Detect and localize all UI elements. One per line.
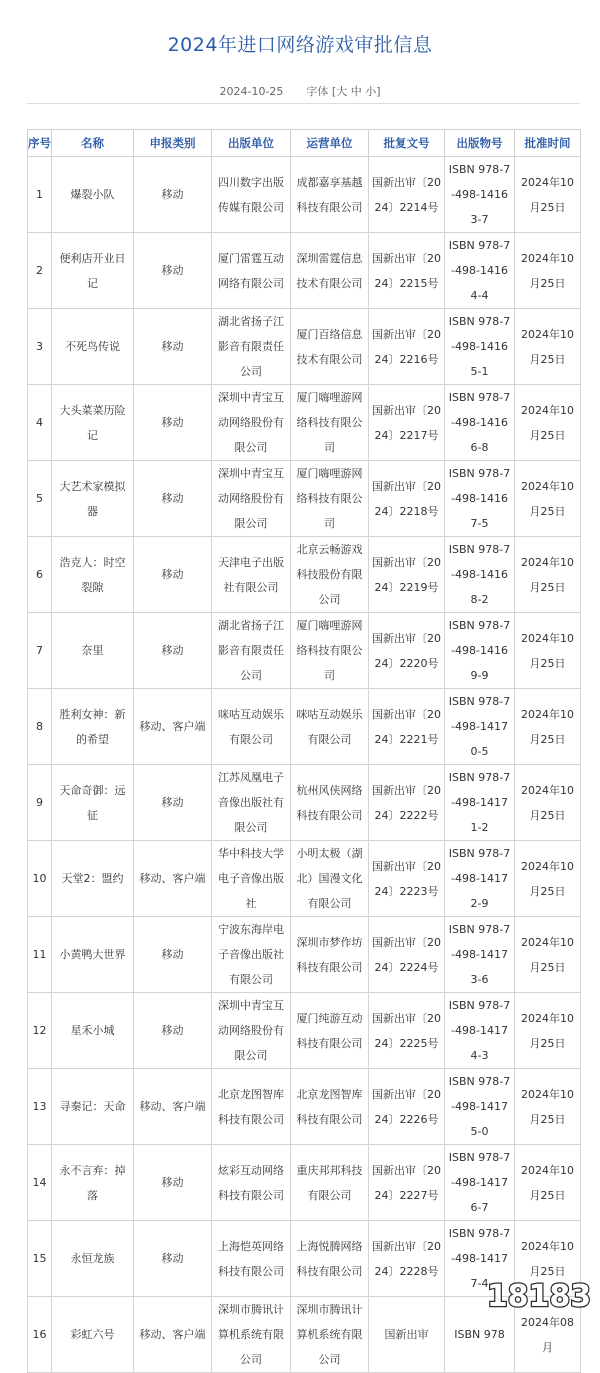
- cell-publisher: 深圳市腾讯计算机系统有限公司: [212, 1297, 291, 1373]
- cell-isbn: ISBN 978-7-498-14171-2: [445, 765, 515, 841]
- cell-date: 2024年10月25日: [515, 689, 581, 765]
- cell-approval: 国新出审〔2024〕2220号: [369, 613, 445, 689]
- table-row: [28, 917, 581, 993]
- cell-publisher: 天津电子出版社有限公司: [212, 537, 291, 613]
- cell-name: 寻秦记：天命: [52, 1069, 134, 1145]
- cell-name: 便利店开业日记: [52, 233, 134, 309]
- cell-approval: 国新出审〔2024〕2218号: [369, 461, 445, 537]
- cell-isbn: ISBN 978-7-498-14166-8: [445, 385, 515, 461]
- cell-category: 移动: [134, 461, 212, 537]
- cell-category: 移动: [134, 613, 212, 689]
- cell-name: 大艺术家模拟器: [52, 461, 134, 537]
- watermark-text: 18183: [488, 1279, 590, 1314]
- cell-name: 奈里: [52, 613, 134, 689]
- cell-category: 移动: [134, 233, 212, 309]
- cell-name: 胜利女神：新的希望: [52, 689, 134, 765]
- cell-publisher: 上海恺英网络科技有限公司: [212, 1221, 291, 1297]
- cell-approval: 国新出审〔2024〕2219号: [369, 537, 445, 613]
- watermark-graphic: [488, 1268, 590, 1320]
- cell-isbn: ISBN 978-7-498-14169-9: [445, 613, 515, 689]
- cell-operator: 深圳市腾讯计算机系统有限公司: [291, 1297, 369, 1373]
- cell-category: 移动: [134, 157, 212, 233]
- cell-no: 9: [28, 765, 52, 841]
- font-size-large-button[interactable]: 大: [336, 85, 348, 98]
- table-row: [28, 309, 581, 385]
- cell-category: 移动: [134, 917, 212, 993]
- column-header: 申报类别: [134, 130, 212, 157]
- article-meta: [0, 83, 600, 99]
- publish-date: 2024-10-25: [219, 85, 284, 98]
- site-watermark-logo: [488, 1268, 590, 1320]
- cell-publisher: 深圳中青宝互动网络股份有限公司: [212, 461, 291, 537]
- cell-approval: 国新出审〔2024〕2228号: [369, 1221, 445, 1297]
- cell-operator: 上海悦腾网络科技有限公司: [291, 1221, 369, 1297]
- cell-date: 2024年10月25日: [515, 1069, 581, 1145]
- table-row: [28, 233, 581, 309]
- column-header: 出版单位: [212, 130, 291, 157]
- cell-no: 5: [28, 461, 52, 537]
- column-header: 批复文号: [369, 130, 445, 157]
- cell-name: 永不言弃：掉落: [52, 1145, 134, 1221]
- cell-name: 大头菜菜历险记: [52, 385, 134, 461]
- font-size-label: 字体: [306, 85, 329, 98]
- cell-category: 移动、客户端: [134, 841, 212, 917]
- table-row: [28, 385, 581, 461]
- column-header: 序号: [28, 130, 52, 157]
- cell-approval: 国新出审〔2024〕2227号: [369, 1145, 445, 1221]
- cell-operator: 深圳雷霆信息技术有限公司: [291, 233, 369, 309]
- cell-publisher: 江苏凤凰电子音像出版社有限公司: [212, 765, 291, 841]
- cell-publisher: 湖北省扬子江影音有限责任公司: [212, 309, 291, 385]
- bracket-open: [: [331, 85, 337, 98]
- cell-name: 小黄鸭大世界: [52, 917, 134, 993]
- cell-no: 4: [28, 385, 52, 461]
- cell-operator: 成都嘉享基越科技有限公司: [291, 157, 369, 233]
- cell-publisher: 湖北省扬子江影音有限责任公司: [212, 613, 291, 689]
- cell-date: 2024年10月25日: [515, 461, 581, 537]
- cell-category: 移动: [134, 537, 212, 613]
- approval-table: [27, 129, 581, 1373]
- cell-publisher: 深圳中青宝互动网络股份有限公司: [212, 993, 291, 1069]
- cell-isbn: ISBN 978-7-498-14176-7: [445, 1145, 515, 1221]
- table-row: [28, 1069, 581, 1145]
- cell-no: 14: [28, 1145, 52, 1221]
- cell-approval: 国新出审: [369, 1297, 445, 1373]
- cell-name: 天命奇御：远征: [52, 765, 134, 841]
- cell-no: 11: [28, 917, 52, 993]
- cell-operator: 厦门嗨哩游网络科技有限公司: [291, 461, 369, 537]
- cell-name: 不死鸟传说: [52, 309, 134, 385]
- cell-name: 彩虹六号: [52, 1297, 134, 1373]
- cell-date: 2024年08月: [515, 1297, 581, 1373]
- cell-no: 13: [28, 1069, 52, 1145]
- cell-date: 2024年10月25日: [515, 233, 581, 309]
- cell-category: 移动: [134, 993, 212, 1069]
- cell-isbn: ISBN 978-7-498-14172-9: [445, 841, 515, 917]
- cell-date: 2024年10月25日: [515, 157, 581, 233]
- cell-approval: 国新出审〔2024〕2216号: [369, 309, 445, 385]
- table-header-row: [28, 130, 581, 157]
- cell-category: 移动: [134, 309, 212, 385]
- table-row: [28, 765, 581, 841]
- bracket-close: ]: [376, 85, 381, 98]
- table-row: [28, 1145, 581, 1221]
- cell-category: 移动、客户端: [134, 1069, 212, 1145]
- table-row: [28, 537, 581, 613]
- cell-approval: 国新出审〔2024〕2225号: [369, 993, 445, 1069]
- cell-operator: 杭州风侠网络科技有限公司: [291, 765, 369, 841]
- cell-category: 移动: [134, 1145, 212, 1221]
- cell-operator: 厦门纯游互动科技有限公司: [291, 993, 369, 1069]
- cell-publisher: 炫彩互动网络科技有限公司: [212, 1145, 291, 1221]
- cell-isbn: ISBN 978-7-498-14163-7: [445, 157, 515, 233]
- cell-isbn: ISBN 978-7-498-14174-3: [445, 993, 515, 1069]
- cell-operator: 北京龙图智库科技有限公司: [291, 1069, 369, 1145]
- cell-operator: 厦门嗨哩游网络科技有限公司: [291, 385, 369, 461]
- cell-no: 15: [28, 1221, 52, 1297]
- column-header: 批准时间: [515, 130, 581, 157]
- cell-approval: 国新出审〔2024〕2224号: [369, 917, 445, 993]
- table-row: [28, 157, 581, 233]
- page-title: 2024年进口网络游戏审批信息: [167, 34, 433, 56]
- cell-name: 天堂2：盟约: [52, 841, 134, 917]
- cell-isbn: ISBN 978-7-498-14170-5: [445, 689, 515, 765]
- cell-isbn: ISBN 978-7-498-14177-4: [445, 1221, 515, 1297]
- cell-approval: 国新出审〔2024〕2217号: [369, 385, 445, 461]
- cell-operator: 北京云畅游戏科技股份有限公司: [291, 537, 369, 613]
- cell-no: 12: [28, 993, 52, 1069]
- cell-date: 2024年10月25日: [515, 1145, 581, 1221]
- cell-no: 16: [28, 1297, 52, 1373]
- column-header: 运营单位: [291, 130, 369, 157]
- table-row: [28, 461, 581, 537]
- cell-date: 2024年10月25日: [515, 765, 581, 841]
- cell-operator: 深圳市梦作坊科技有限公司: [291, 917, 369, 993]
- table-row: [28, 689, 581, 765]
- cell-date: 2024年10月25日: [515, 1221, 581, 1297]
- cell-isbn: ISBN 978-7-498-14167-5: [445, 461, 515, 537]
- cell-category: 移动: [134, 385, 212, 461]
- cell-operator: 咪咕互动娱乐有限公司: [291, 689, 369, 765]
- cell-name: 爆裂小队: [52, 157, 134, 233]
- cell-no: 7: [28, 613, 52, 689]
- font-size-small-button[interactable]: 小: [365, 85, 377, 98]
- table-row: [28, 993, 581, 1069]
- font-size-medium-button[interactable]: 中: [350, 85, 362, 98]
- cell-isbn: ISBN 978-7-498-14165-1: [445, 309, 515, 385]
- cell-approval: 国新出审〔2024〕2214号: [369, 157, 445, 233]
- cell-publisher: 四川数字出版传媒有限公司: [212, 157, 291, 233]
- cell-approval: 国新出审〔2024〕2222号: [369, 765, 445, 841]
- cell-operator: 重庆邦邦科技有限公司: [291, 1145, 369, 1221]
- cell-operator: 厦门百络信息技术有限公司: [291, 309, 369, 385]
- cell-category: 移动: [134, 765, 212, 841]
- cell-date: 2024年10月25日: [515, 993, 581, 1069]
- cell-isbn: ISBN 978-7-498-14175-0: [445, 1069, 515, 1145]
- cell-publisher: 北京龙图智库科技有限公司: [212, 1069, 291, 1145]
- cell-no: 1: [28, 157, 52, 233]
- cell-date: 2024年10月25日: [515, 309, 581, 385]
- cell-name: 星禾小城: [52, 993, 134, 1069]
- cell-approval: 国新出审〔2024〕2215号: [369, 233, 445, 309]
- cell-operator: 小明太极（湖北）国漫文化有限公司: [291, 841, 369, 917]
- cell-date: 2024年10月25日: [515, 841, 581, 917]
- cell-no: 2: [28, 233, 52, 309]
- cell-approval: 国新出审〔2024〕2226号: [369, 1069, 445, 1145]
- cell-approval: 国新出审〔2024〕2223号: [369, 841, 445, 917]
- table-row: [28, 613, 581, 689]
- cell-publisher: 华中科技大学电子音像出版社: [212, 841, 291, 917]
- divider: [27, 103, 580, 104]
- cell-publisher: 厦门雷霆互动网络有限公司: [212, 233, 291, 309]
- cell-name: 浩克人：时空裂隙: [52, 537, 134, 613]
- table-row: [28, 841, 581, 917]
- cell-date: 2024年10月25日: [515, 917, 581, 993]
- column-header: 名称: [52, 130, 134, 157]
- cell-no: 6: [28, 537, 52, 613]
- cell-isbn: ISBN 978-7-498-14168-2: [445, 537, 515, 613]
- cell-category: 移动、客户端: [134, 1297, 212, 1373]
- cell-date: 2024年10月25日: [515, 537, 581, 613]
- cell-approval: 国新出审〔2024〕2221号: [369, 689, 445, 765]
- cell-isbn: ISBN 978-7-498-14173-6: [445, 917, 515, 993]
- cell-category: 移动: [134, 1221, 212, 1297]
- cell-publisher: 宁波东海岸电子音像出版社有限公司: [212, 917, 291, 993]
- cell-date: 2024年10月25日: [515, 613, 581, 689]
- cell-category: 移动、客户端: [134, 689, 212, 765]
- cell-operator: 厦门嗨哩游网络科技有限公司: [291, 613, 369, 689]
- column-header: 出版物号: [445, 130, 515, 157]
- cell-no: 8: [28, 689, 52, 765]
- cell-no: 3: [28, 309, 52, 385]
- cell-publisher: 咪咕互动娱乐有限公司: [212, 689, 291, 765]
- cell-no: 10: [28, 841, 52, 917]
- cell-date: 2024年10月25日: [515, 385, 581, 461]
- cell-isbn: ISBN 978: [445, 1297, 515, 1373]
- cell-publisher: 深圳中青宝互动网络股份有限公司: [212, 385, 291, 461]
- cell-isbn: ISBN 978-7-498-14164-4: [445, 233, 515, 309]
- cell-name: 永恒龙族: [52, 1221, 134, 1297]
